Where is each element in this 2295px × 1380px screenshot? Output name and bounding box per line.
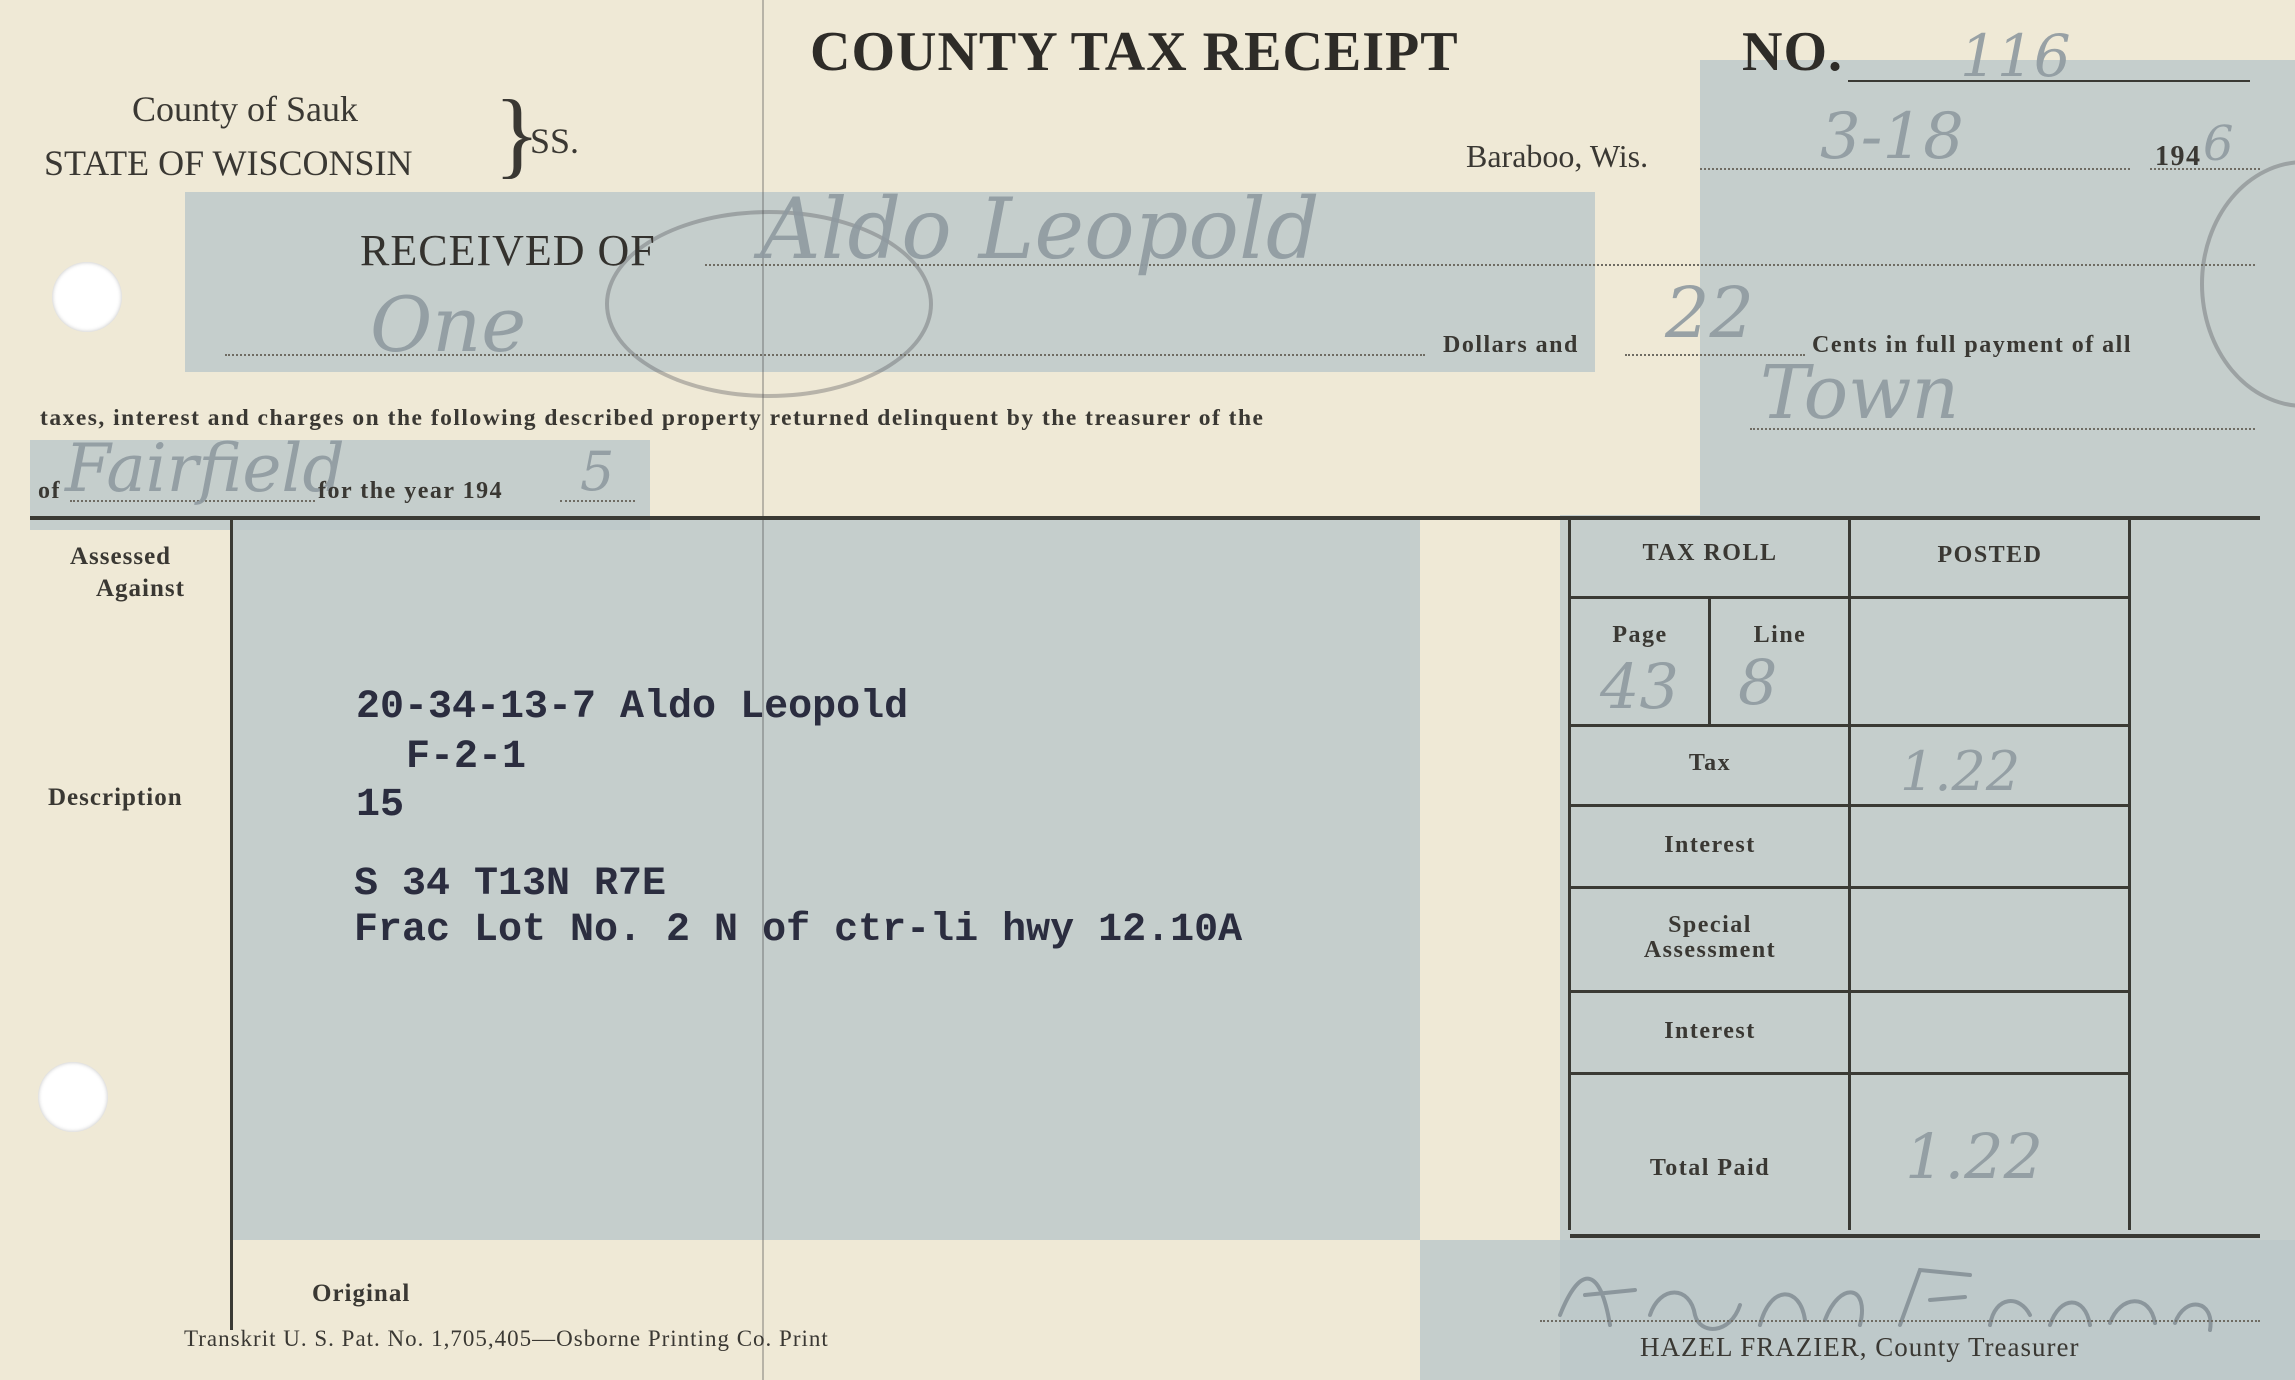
posted-header: POSTED (1937, 542, 2043, 568)
punch-hole-top (52, 262, 122, 332)
table-bottom-rule (1570, 1234, 2260, 1238)
tax-label: Tax (1688, 750, 1732, 776)
interest-label: Interest (1664, 832, 1756, 858)
table-row-rule (1570, 596, 2130, 599)
total-value: 1.22 (1905, 1120, 2044, 1193)
tax-value: 1.22 (1900, 740, 2021, 803)
line-header: Line (1753, 622, 1807, 648)
for-year-line (560, 500, 635, 502)
year-label: for the year 194 (318, 478, 504, 504)
table-row-rule (1570, 1072, 2130, 1075)
cents-value: 22 (1665, 272, 1755, 354)
county-line: County of Sauk (132, 89, 359, 129)
description-line: 20-34-13-7 Aldo Leopold (356, 685, 909, 730)
treasurer-name: HAZEL FRAZIER, County Treasurer (1640, 1332, 2080, 1362)
dollars-label: Dollars and (1443, 332, 1579, 358)
interest2-label: Interest (1664, 1018, 1756, 1044)
year-prefix: 194 (2155, 141, 2202, 172)
against-label: Against (96, 575, 185, 602)
page-title: COUNTY TAX RECEIPT (810, 21, 1459, 83)
special-label-2: Assessment (1643, 937, 1777, 963)
description-divider (230, 520, 233, 1330)
brace: } (494, 80, 541, 187)
punch-hole-bottom (38, 1062, 108, 1132)
page-value: 43 (1600, 650, 1679, 723)
receipt-no-value: 116 (1960, 22, 2071, 90)
page-header: Page (1612, 622, 1668, 648)
cents-label: Cents in full payment of all (1812, 332, 2133, 358)
receipt-no-label: NO. (1742, 21, 1843, 83)
table-border-right (2128, 520, 2131, 1230)
assessed-label: Assessed (70, 543, 172, 570)
signature-line (1540, 1320, 2260, 1322)
table-row-rule (1570, 990, 2130, 993)
main-rule (30, 516, 2260, 520)
for-year-value: 5 (580, 440, 615, 503)
printer-credit: Transkrit U. S. Pat. No. 1,705,405—Osborne Printing Co. Print (184, 1326, 829, 1351)
ss-label: SS. (530, 121, 580, 161)
received-label: RECEIVED OF (360, 226, 656, 275)
received-name: Aldo Leopold (760, 180, 1320, 278)
town-value: Town (1760, 350, 1960, 436)
description-line: 15 (356, 783, 405, 828)
of-label: of (38, 478, 61, 504)
special-label-1: Special (1668, 912, 1752, 938)
tax-roll-header: TAX ROLL (1642, 540, 1778, 566)
description-line: Frac Lot No. 2 N of ctr-li hwy 12.10A (354, 908, 1243, 953)
year-suffix: 6 (2203, 116, 2234, 172)
table-row-rule (1570, 886, 2130, 889)
amount-line (225, 354, 1425, 356)
description-line: F-2-1 (406, 735, 527, 780)
date-value: 3-18 (1820, 100, 1964, 174)
original-label: Original (312, 1280, 411, 1307)
page-line-divider (1708, 598, 1711, 726)
description-label: Description (48, 784, 183, 811)
table-row-rule (1570, 804, 2130, 807)
delinquent-text: taxes, interest and charges on the following described property returned delinquent by the treasurer of the (40, 405, 1265, 431)
description-line: S 34 T13N R7E (354, 862, 667, 907)
year-line (2150, 168, 2260, 170)
table-row-rule (1570, 724, 2130, 727)
of-value: Fairfield (65, 430, 345, 507)
total-paid-label: Total Paid (1649, 1155, 1771, 1181)
place-label: Baraboo, Wis. (1466, 138, 1649, 174)
state-line: STATE OF WISCONSIN (44, 143, 413, 183)
line-value: 8 (1738, 646, 1778, 719)
amount-words: One (370, 280, 527, 369)
